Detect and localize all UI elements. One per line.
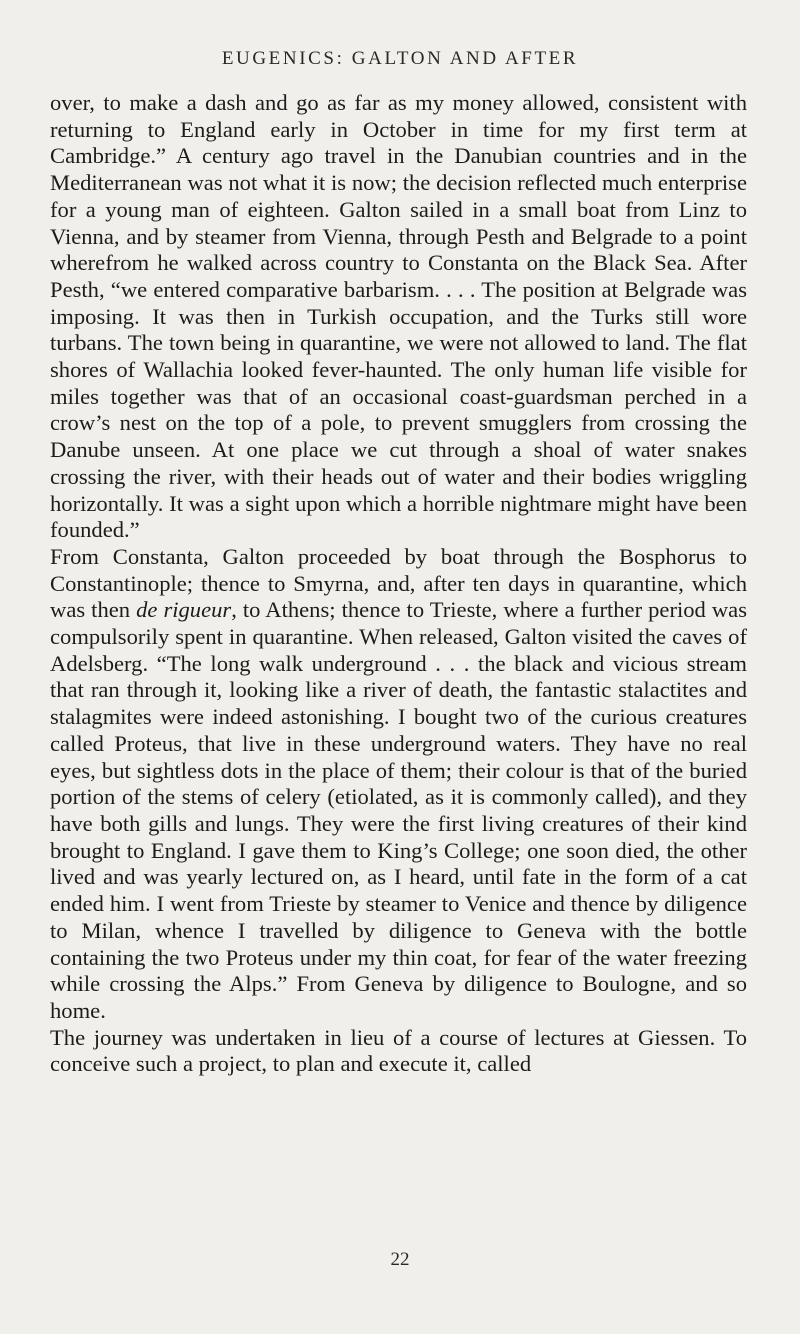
page-number: 22 <box>390 1249 410 1270</box>
paragraph-2 <box>50 544 747 1025</box>
paragraph-2-text-before-italic: From Constanta, Galton proceeded by boat through the Bosphorus to Constantinople; thence to Smyrna, and, after ten days in quarantine, which was then <box>50 543 747 623</box>
body-text <box>50 90 747 1078</box>
paragraph-3: The journey was undertaken in lieu of a course of lectures at Giessen. To conceive such a project, to plan and execute it, called <box>50 1024 747 1077</box>
paragraph-2-text-after-italic: , to Athens; thence to Trieste, where a further period was compulsorily spent in quarantine. When released, Galton visited the caves of Adelsberg. “The long walk underground . . . the black and vicious stream that ran through it, looking like a river of death, the fantastic stalactites and stalagmites were indeed astonishing. I bought two of the curious creatures called Proteus, that live in these underground waters. They have no real eyes, but sightless dots in the place of them; their colour is that of the buried portion of the stems of celery (etiolated, as it is commonly called), and they have both gills and lungs. They were the first living creatures of their kind brought to England. I gave them to King’s College; one soon died, the other lived and was yearly lectured on, as I heard, until fate in the form of a cat ended him. I went from Trieste by steamer to Venice and thence by diligence to Milan, whence I travelled by diligence to Geneva with the bottle containing the two Proteus under my thin coat, for fear of the water freezing while crossing the Alps.” From Geneva by diligence to Boulogne, and so home. <box>50 597 747 1023</box>
italic-phrase: de rigueur <box>136 597 232 623</box>
paragraph-1: over, to make a dash and go as far as my money allowed, consistent with returning to England early in October in time for my first term at Cambridge.” A century ago travel in the Danubian countries and in the Mediterranean was not what it is now; the decision reflected much enterprise for a young man of eighteen. Galton sailed in a small boat from Linz to Vienna, and by steamer from Vienna, through Pesth and Belgrade to a point wherefrom he walked across country to Constanta on the Black Sea. After Pesth, “we entered comparative barbarism. . . . The position at Belgrade was imposing. It was then in Turkish occupation, and the Turks still wore turbans. The town being in quarantine, we were not allowed to land. The flat shores of Wallachia looked fever-haunted. The only human life visible for miles together was that of an occasional coast-guardsman perched in a crow’s nest on the top of a pole, to prevent smugglers from crossing the Danube unseen. At one place we cut through a shoal of water snakes crossing the river, with their heads out of water and their bodies wriggling horizontally. It was a sight upon which a horrible nightmare might have been founded.” <box>50 90 747 543</box>
running-head: EUGENICS: GALTON AND AFTER <box>221 48 579 69</box>
